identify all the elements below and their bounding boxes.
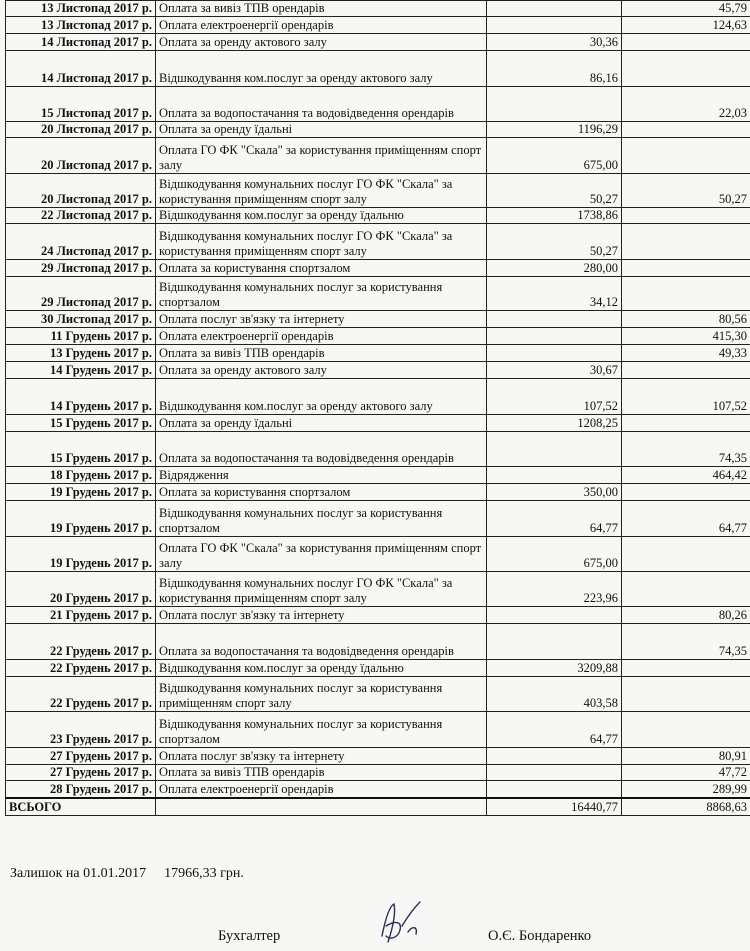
row-expense xyxy=(622,362,750,379)
row-income xyxy=(487,17,622,34)
row-expense: 464,42 xyxy=(622,467,750,484)
row-date: 19 Грудень 2017 р. xyxy=(6,484,156,501)
row-date: 15 Грудень 2017 р. xyxy=(6,432,156,467)
row-date: 20 Листопад 2017 р. xyxy=(6,122,156,138)
row-income: 350,00 xyxy=(487,484,622,501)
row-description: Оплата за водопостачання та водовідведення орендарів xyxy=(156,432,487,467)
row-income xyxy=(487,748,622,765)
row-description: Відшкодування комунальних послуг ГО ФК "Скала" за користування приміщенням спорт залу xyxy=(156,174,487,208)
row-expense xyxy=(622,712,750,748)
row-income: 1738,86 xyxy=(487,208,622,224)
table-row xyxy=(6,415,750,432)
row-income: 223,96 xyxy=(487,572,622,607)
row-date: 24 Листопад 2017 р. xyxy=(6,224,156,260)
row-date: 13 Грудень 2017 р. xyxy=(6,345,156,362)
table-row xyxy=(6,122,750,138)
row-expense xyxy=(622,537,750,572)
ledger-table xyxy=(5,0,750,816)
table-row xyxy=(6,748,750,765)
row-description: Оплата за оренду їдальні xyxy=(156,122,487,138)
row-income: 675,00 xyxy=(487,138,622,174)
table-row xyxy=(6,345,750,362)
row-description: Відшкодування ком.послуг за оренду їдальню xyxy=(156,208,487,224)
row-expense: 289,99 xyxy=(622,781,750,798)
table-row xyxy=(6,537,750,572)
row-date: 22 Грудень 2017 р. xyxy=(6,677,156,712)
row-description: Оплата послуг зв'язку та інтернету xyxy=(156,748,487,765)
row-date: 23 Грудень 2017 р. xyxy=(6,712,156,748)
row-expense: 74,35 xyxy=(622,624,750,660)
row-description: Оплата за вивіз ТПВ орендарів xyxy=(156,1,487,17)
table-row xyxy=(6,277,750,311)
row-date: 21 Грудень 2017 р. xyxy=(6,607,156,624)
row-date: 15 Грудень 2017 р. xyxy=(6,415,156,432)
table-row xyxy=(6,624,750,660)
row-date: 27 Грудень 2017 р. xyxy=(6,765,156,781)
row-description: Відшкодування ком.послуг за оренду їдальню xyxy=(156,660,487,677)
table-row xyxy=(6,712,750,748)
row-date: 22 Грудень 2017 р. xyxy=(6,624,156,660)
table-row xyxy=(6,34,750,51)
opening-balance xyxy=(10,866,244,882)
row-description: Відшкодування комунальних послуг за користування спортзалом xyxy=(156,501,487,537)
row-income xyxy=(487,345,622,362)
row-description: Відшкодування комунальних послуг ГО ФК "Скала" за користування приміщенням спорт залу xyxy=(156,572,487,607)
row-description: Оплата послуг зв'язку та інтернету xyxy=(156,311,487,328)
table-row xyxy=(6,660,750,677)
row-income: 107,52 xyxy=(487,379,622,415)
table-row xyxy=(6,765,750,781)
table-row xyxy=(6,138,750,174)
total-row xyxy=(6,798,750,816)
total-income: 16440,77 xyxy=(487,798,622,816)
row-expense xyxy=(622,122,750,138)
row-description: Оплата електроенергії орендарів xyxy=(156,17,487,34)
row-date: 30 Листопад 2017 р. xyxy=(6,311,156,328)
row-expense: 49,33 xyxy=(622,345,750,362)
row-income xyxy=(487,765,622,781)
row-date: 20 Грудень 2017 р. xyxy=(6,572,156,607)
row-description: Оплата за водопостачання та водовідведення орендарів xyxy=(156,87,487,122)
table-row xyxy=(6,328,750,345)
row-income xyxy=(487,467,622,484)
row-income: 86,16 xyxy=(487,51,622,87)
row-description: Оплата за оренду їдальні xyxy=(156,415,487,432)
row-description: Відшкодування комунальних послуг ГО ФК "Скала" за користування приміщенням спорт залу xyxy=(156,224,487,260)
row-income xyxy=(487,87,622,122)
row-income xyxy=(487,328,622,345)
row-description: Відшкодування комунальних послуг за користування спортзалом xyxy=(156,277,487,311)
table-row xyxy=(6,174,750,208)
total-expense: 8868,63 xyxy=(622,798,750,816)
row-expense xyxy=(622,277,750,311)
signature-row xyxy=(0,928,750,948)
row-date: 14 Листопад 2017 р. xyxy=(6,34,156,51)
row-expense xyxy=(622,572,750,607)
row-date: 27 Грудень 2017 р. xyxy=(6,748,156,765)
row-expense: 80,26 xyxy=(622,607,750,624)
row-date: 14 Грудень 2017 р. xyxy=(6,379,156,415)
table-row xyxy=(6,379,750,415)
table-row xyxy=(6,484,750,501)
row-date: 11 Грудень 2017 р. xyxy=(6,328,156,345)
row-description: Оплата за оренду актового залу xyxy=(156,34,487,51)
row-expense: 45,79 xyxy=(622,1,750,17)
row-expense xyxy=(622,51,750,87)
row-expense: 64,77 xyxy=(622,501,750,537)
row-description: Відшкодування ком.послуг за оренду актового залу xyxy=(156,379,487,415)
row-description: Відшкодування ком.послуг за оренду актового залу xyxy=(156,51,487,87)
row-description: Оплата ГО ФК "Скала" за користування приміщенням спорт залу xyxy=(156,537,487,572)
balance-label: Залишок на 01.01.2017 xyxy=(10,866,147,881)
row-income: 50,27 xyxy=(487,224,622,260)
row-date: 20 Листопад 2017 р. xyxy=(6,138,156,174)
row-income: 675,00 xyxy=(487,537,622,572)
row-income: 30,36 xyxy=(487,34,622,51)
table-row xyxy=(6,432,750,467)
row-description: Оплата за вивіз ТПВ орендарів xyxy=(156,345,487,362)
row-income: 34,12 xyxy=(487,277,622,311)
row-expense xyxy=(622,260,750,277)
row-expense xyxy=(622,415,750,432)
row-date: 13 Листопад 2017 р. xyxy=(6,1,156,17)
table-row xyxy=(6,781,750,798)
row-income: 280,00 xyxy=(487,260,622,277)
accountant-name: О.Є. Бондаренко xyxy=(488,928,592,944)
row-date: 18 Грудень 2017 р. xyxy=(6,467,156,484)
row-description: Оплата за вивіз ТПВ орендарів xyxy=(156,765,487,781)
row-income xyxy=(487,311,622,328)
row-income: 50,27 xyxy=(487,174,622,208)
row-expense xyxy=(622,660,750,677)
row-date: 22 Грудень 2017 р. xyxy=(6,660,156,677)
table-row xyxy=(6,467,750,484)
table-row xyxy=(6,677,750,712)
row-date: 19 Грудень 2017 р. xyxy=(6,501,156,537)
row-income: 403,58 xyxy=(487,677,622,712)
row-income xyxy=(487,1,622,17)
table-row xyxy=(6,208,750,224)
table-row xyxy=(6,362,750,379)
row-expense: 415,30 xyxy=(622,328,750,345)
table-row xyxy=(6,501,750,537)
row-description: Оплата за користування спортзалом xyxy=(156,260,487,277)
row-date: 13 Листопад 2017 р. xyxy=(6,17,156,34)
table-row xyxy=(6,17,750,34)
ledger-body xyxy=(6,1,750,816)
row-date: 29 Листопад 2017 р. xyxy=(6,277,156,311)
row-expense xyxy=(622,484,750,501)
table-row xyxy=(6,607,750,624)
row-date: 20 Листопад 2017 р. xyxy=(6,174,156,208)
row-description: Оплата ГО ФК "Скала" за користування приміщенням спорт залу xyxy=(156,138,487,174)
row-income xyxy=(487,607,622,624)
row-date: 22 Листопад 2017 р. xyxy=(6,208,156,224)
row-income: 30,67 xyxy=(487,362,622,379)
row-expense: 80,56 xyxy=(622,311,750,328)
row-description: Оплата за водопостачання та водовідведення орендарів xyxy=(156,624,487,660)
table-row xyxy=(6,51,750,87)
row-expense: 74,35 xyxy=(622,432,750,467)
row-income xyxy=(487,624,622,660)
row-income xyxy=(487,781,622,798)
row-income: 3209,88 xyxy=(487,660,622,677)
row-description: Оплата за оренду актового залу xyxy=(156,362,487,379)
row-description: Оплата електроенергії орендарів xyxy=(156,781,487,798)
row-expense xyxy=(622,224,750,260)
table-row xyxy=(6,1,750,17)
table-row xyxy=(6,260,750,277)
row-expense xyxy=(622,208,750,224)
row-description: Оплата електроенергії орендарів xyxy=(156,328,487,345)
row-expense xyxy=(622,34,750,51)
row-description: Оплата послуг зв'язку та інтернету xyxy=(156,607,487,624)
row-date: 14 Грудень 2017 р. xyxy=(6,362,156,379)
row-expense: 47,72 xyxy=(622,765,750,781)
row-income: 64,77 xyxy=(487,712,622,748)
total-desc-cell xyxy=(156,798,487,816)
row-date: 15 Листопад 2017 р. xyxy=(6,87,156,122)
row-description: Оплата за користування спортзалом xyxy=(156,484,487,501)
total-label: ВСЬОГО xyxy=(6,798,156,816)
balance-amount: 17966,33 грн. xyxy=(164,866,244,881)
row-description: Відшкодування комунальних послуг за користування спортзалом xyxy=(156,712,487,748)
row-expense: 50,27 xyxy=(622,174,750,208)
row-description: Відрядження xyxy=(156,467,487,484)
row-date: 14 Листопад 2017 р. xyxy=(6,51,156,87)
row-date: 29 Листопад 2017 р. xyxy=(6,260,156,277)
accountant-role: Бухгалтер xyxy=(218,928,281,944)
row-expense: 107,52 xyxy=(622,379,750,415)
row-expense xyxy=(622,138,750,174)
row-expense: 22,03 xyxy=(622,87,750,122)
row-income xyxy=(487,432,622,467)
row-expense xyxy=(622,677,750,712)
row-description: Відшкодування комунальних послуг за користування приміщенням спорт залу xyxy=(156,677,487,712)
table-row xyxy=(6,572,750,607)
row-income: 64,77 xyxy=(487,501,622,537)
row-expense: 80,91 xyxy=(622,748,750,765)
table-row xyxy=(6,224,750,260)
row-income: 1196,29 xyxy=(487,122,622,138)
row-date: 28 Грудень 2017 р. xyxy=(6,781,156,798)
table-row xyxy=(6,311,750,328)
table-row xyxy=(6,87,750,122)
row-expense: 124,63 xyxy=(622,17,750,34)
row-date: 19 Грудень 2017 р. xyxy=(6,537,156,572)
row-income: 1208,25 xyxy=(487,415,622,432)
